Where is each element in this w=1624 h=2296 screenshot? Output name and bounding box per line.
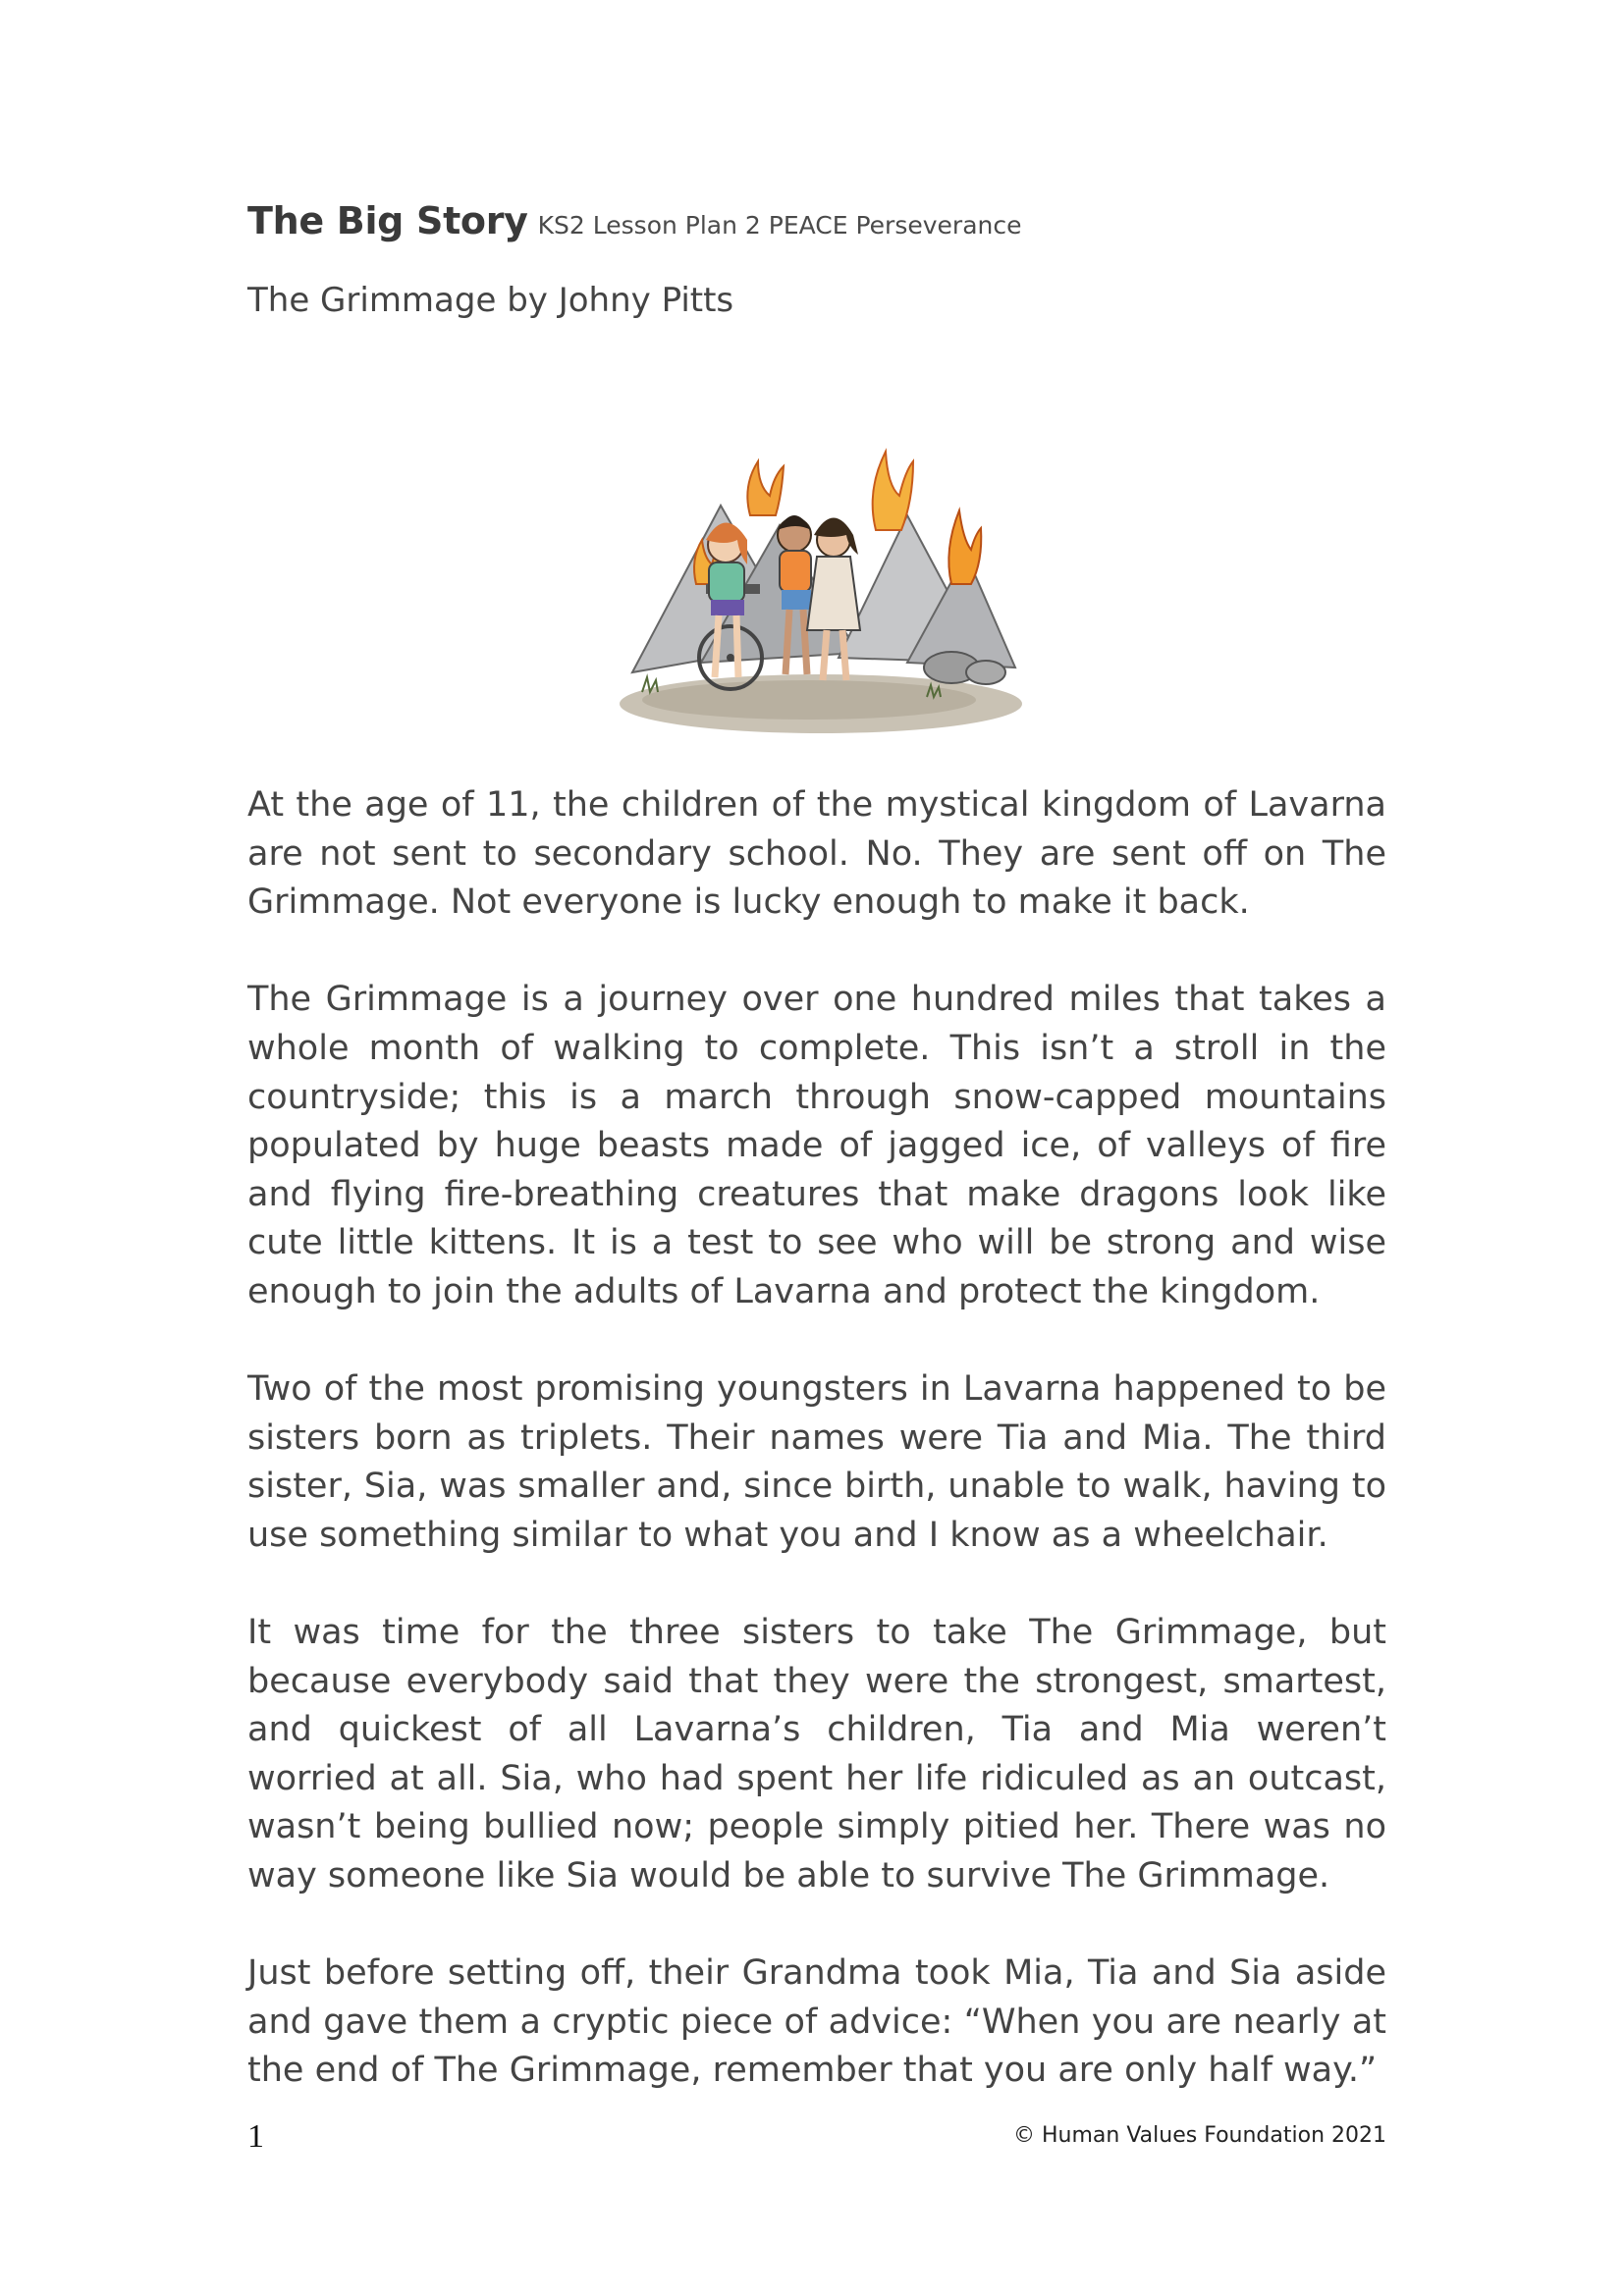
story-paragraph: It was time for the three sisters to take The Grimmage, but because everybody said that they were the strongest, smartest, and quickest of all Lavarna’s children, Tia and Mia weren’t worried at all. Sia, who had spent her life ridiculed as an outcast, wasn’t being bullied now; people simply pitied her. There was no way someone like Sia would be able to survive The Grimmage. [247,1613,1386,1896]
story-paragraph: Just before setting off, their Grandma took Mia, Tia and Sia aside and gave them a cryptic piece of advice: “When you are nearly at the end of The Grimmage, remember that you are only half way.” [247,1953,1386,2091]
copyright-notice: © Human Values Foundation 2021 [1013,2123,1386,2148]
story-paragraph: Two of the most promising youngsters in Lavarna happened to be sisters born as triplets. Their names were Tia and Mia. The third sister, Sia, was smaller and, since birth, unable to walk, having to use something similar to what you and I know as a wheelchair. [247,1369,1386,1555]
story-paragraph: The Grimmage is a journey over one hundred miles that takes a whole month of walking to complete. This isn’t a stroll in the countryside; this is a march through snow-capped mountains populated by huge beasts made of jagged ice, of valleys of fire and flying fire-breathing creatures that make dragons look like cute little kittens. It is a test to see who will be strong and wise enough to join the adults of Lavarna and protect the kingdom. [247,980,1386,1311]
lesson-subtitle: KS2 Lesson Plan 2 PEACE Perseverance [537,211,1022,240]
story-paragraph: At the age of 11, the children of the mystical kingdom of Lavarna are not sent to secondary school. No. They are sent off on The Grimmage. Not everyone is lucky enough to make it back. [247,785,1386,923]
story-title: The Grimmage by Johny Pitts [247,281,734,320]
illustration-icon [613,447,1029,741]
series-title: The Big Story [247,199,528,242]
page-number: 1 [247,2118,264,2155]
story-body [247,781,1386,2145]
page-header [247,199,1022,242]
